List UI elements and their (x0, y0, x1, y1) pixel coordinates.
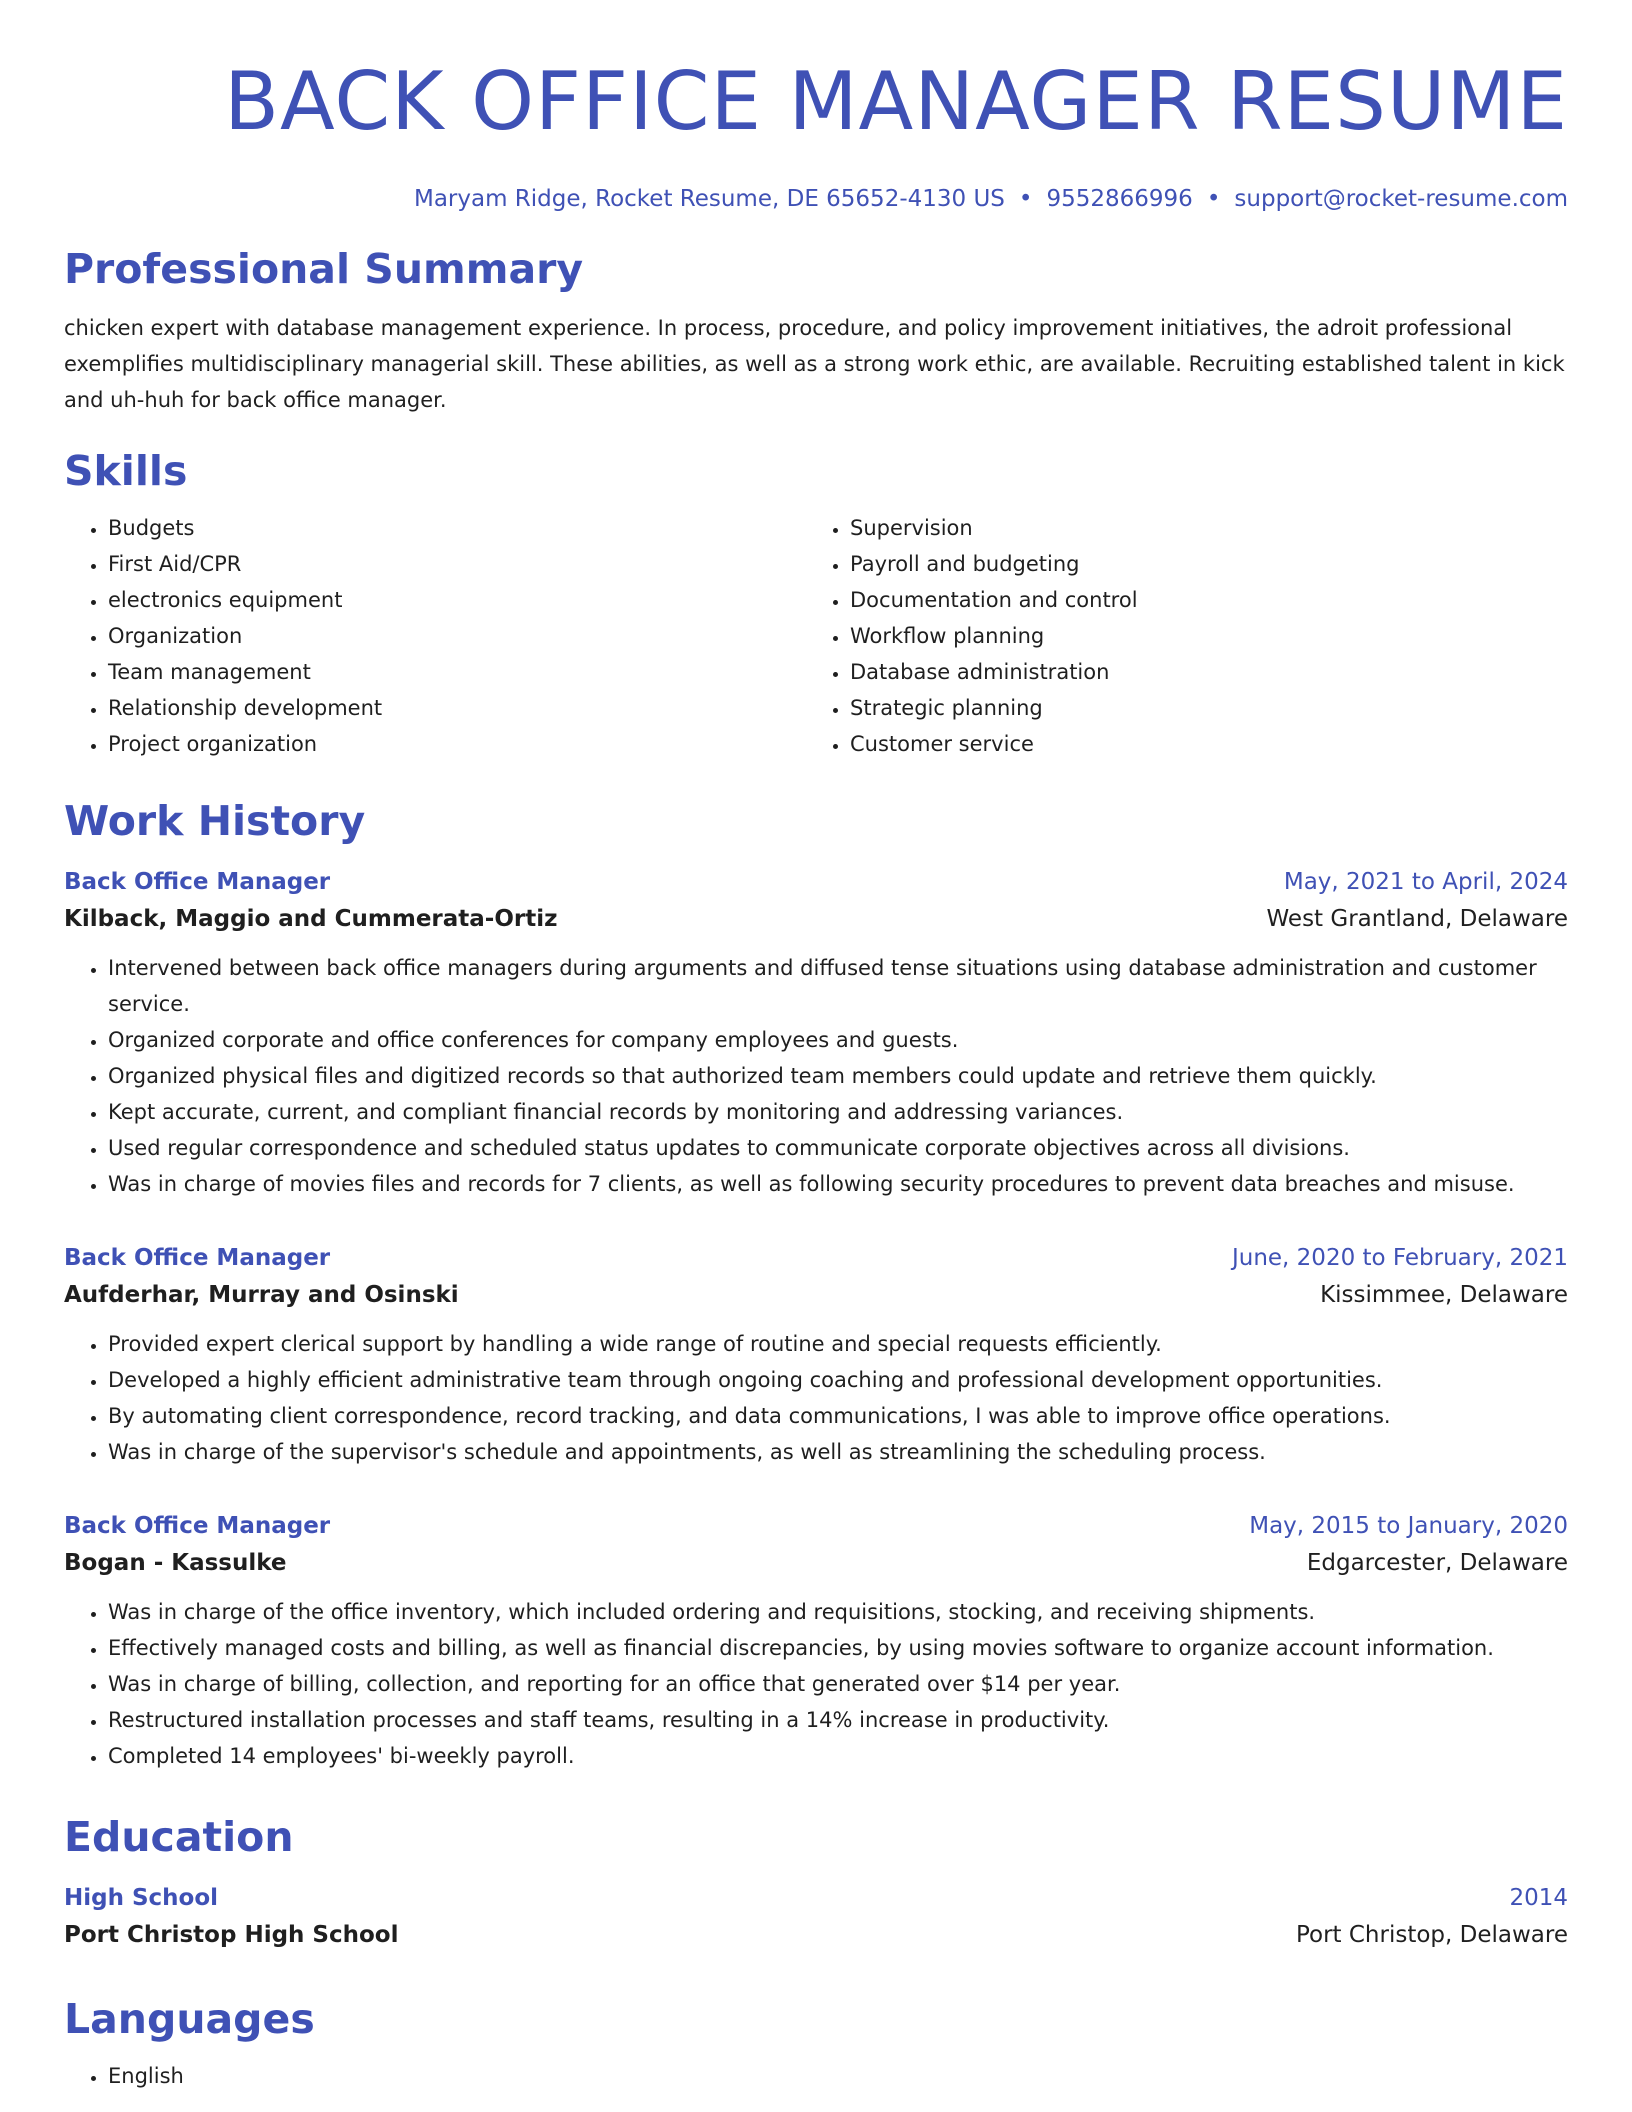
job-location: Kissimmee, Delaware (1320, 1282, 1568, 1308)
job-bullet: • Was in charge of the supervisor's schedule and appointments, as well as streamlining the scheduling process. (108, 1434, 1568, 1470)
education-school: Port Christop High School (64, 1922, 399, 1948)
contact-separator: • (1018, 186, 1033, 212)
job-bullet: • Provided expert clerical support by handling a wide range of routine and special requests efficiently. (108, 1326, 1568, 1362)
job-company: Kilback, Maggio and Cummerata-Ortiz (64, 906, 558, 932)
skill-item: • Budgets (108, 510, 806, 546)
job-location: West Grantland, Delaware (1266, 906, 1568, 932)
education-school-row (64, 1916, 1568, 1954)
skills-grid (64, 510, 1568, 762)
skills-list-left (64, 510, 806, 762)
job-bullet: • Intervened between back office managers during arguments and diffused tense situations using database administration and customer service. (108, 950, 1568, 1022)
work-history-heading: Work History (64, 797, 366, 845)
contact-address: Maryam Ridge, Rocket Resume, DE 65652-4130 US (413, 186, 1005, 212)
job-bullets (64, 950, 1568, 1202)
skill-item: • Organization (108, 618, 806, 654)
job-bullet: • Was in charge of movies files and records for 7 clients, as well as following security procedures to prevent data breaches and misuse. (108, 1166, 1568, 1202)
languages-list (64, 2058, 1568, 2094)
skill-item: • Database administration (850, 654, 1548, 690)
job-bullets (64, 1326, 1568, 1470)
summary-heading: Professional Summary (64, 245, 584, 293)
job-bullet: • By automating client correspondence, record tracking, and data communications, I was able to improve office operations. (108, 1398, 1568, 1434)
job-company: Aufderhar, Murray and Osinski (64, 1282, 459, 1308)
job-bullet: • Organized corporate and office conferences for company employees and guests. (108, 1022, 1568, 1058)
skill-item: • Customer service (850, 726, 1548, 762)
education-entry (64, 1880, 1568, 1954)
job-dates: June, 2020 to February, 2021 (1231, 1245, 1568, 1271)
languages-heading: Languages (64, 1995, 315, 2043)
skill-item: • Team management (108, 654, 806, 690)
job-company-row (64, 1276, 1568, 1314)
contact-phone: 9552866996 (1046, 186, 1193, 212)
job-entry (64, 1240, 1568, 1470)
job-header-row (64, 1508, 1568, 1544)
contact-separator: • (1206, 186, 1221, 212)
skill-item: • electronics equipment (108, 582, 806, 618)
job-company: Bogan - Kassulke (64, 1550, 287, 1576)
job-bullets (64, 1594, 1568, 1774)
skill-item: • Project organization (108, 726, 806, 762)
education-year: 2014 (1509, 1885, 1568, 1911)
job-bullet: • Developed a highly efficient administrative team through ongoing coaching and professional development opportunities. (108, 1362, 1568, 1398)
education-location: Port Christop, Delaware (1295, 1922, 1568, 1948)
job-entry (64, 864, 1568, 1202)
skill-item: • Strategic planning (850, 690, 1548, 726)
job-bullet: • Kept accurate, current, and compliant financial records by monitoring and addressing variances. (108, 1094, 1568, 1130)
job-location: Edgarcester, Delaware (1306, 1550, 1568, 1576)
contact-line (64, 184, 1568, 214)
job-role: Back Office Manager (64, 869, 331, 895)
job-bullet: • Completed 14 employees' bi-weekly payroll. (108, 1738, 1568, 1774)
resume-title: BACK OFFICE MANAGER RESUME (224, 55, 1568, 148)
job-dates: May, 2015 to January, 2020 (1249, 1513, 1568, 1539)
education-header-row (64, 1880, 1568, 1916)
language-item: • English (108, 2058, 1568, 2094)
education-heading: Education (64, 1813, 294, 1861)
summary-text: chicken expert with database management experience. In process, procedure, and policy improvement initiatives, the adroit professional exemplifies multidisciplinary managerial skill. These abilities, as well as a strong work ethic, are available. Recruiting established talent in kick and uh-huh for back office manager. (64, 316, 1565, 412)
job-role: Back Office Manager (64, 1245, 331, 1271)
job-bullet: • Effectively managed costs and billing, as well as financial discrepancies, by using movies software to organize account information. (108, 1630, 1568, 1666)
education-degree: High School (64, 1885, 219, 1911)
job-company-row (64, 900, 1568, 938)
job-bullet: • Restructured installation processes and staff teams, resulting in a 14% increase in productivity. (108, 1702, 1568, 1738)
resume-page (64, 0, 1568, 2094)
job-bullet: • Was in charge of billing, collection, and reporting for an office that generated over $14 per year. (108, 1666, 1568, 1702)
skills-heading: Skills (64, 447, 188, 495)
job-bullet: • Used regular correspondence and scheduled status updates to communicate corporate objectives across all divisions. (108, 1130, 1568, 1166)
job-header-row (64, 1240, 1568, 1276)
job-role: Back Office Manager (64, 1513, 331, 1539)
skill-item: • Relationship development (108, 690, 806, 726)
job-bullet: • Was in charge of the office inventory, which included ordering and requisitions, stocking, and receiving shipments. (108, 1594, 1568, 1630)
job-header-row (64, 864, 1568, 900)
skill-item: • First Aid/CPR (108, 546, 806, 582)
contact-email: support@rocket-resume.com (1234, 186, 1568, 212)
skill-item: • Payroll and budgeting (850, 546, 1548, 582)
skill-item: • Workflow planning (850, 618, 1548, 654)
job-entry (64, 1508, 1568, 1774)
skills-list-right (806, 510, 1548, 762)
job-company-row (64, 1544, 1568, 1582)
job-dates: May, 2021 to April, 2024 (1283, 869, 1568, 895)
job-bullet: • Organized physical files and digitized records so that authorized team members could update and retrieve them quickly. (108, 1058, 1568, 1094)
skill-item: • Supervision (850, 510, 1548, 546)
skill-item: • Documentation and control (850, 582, 1548, 618)
